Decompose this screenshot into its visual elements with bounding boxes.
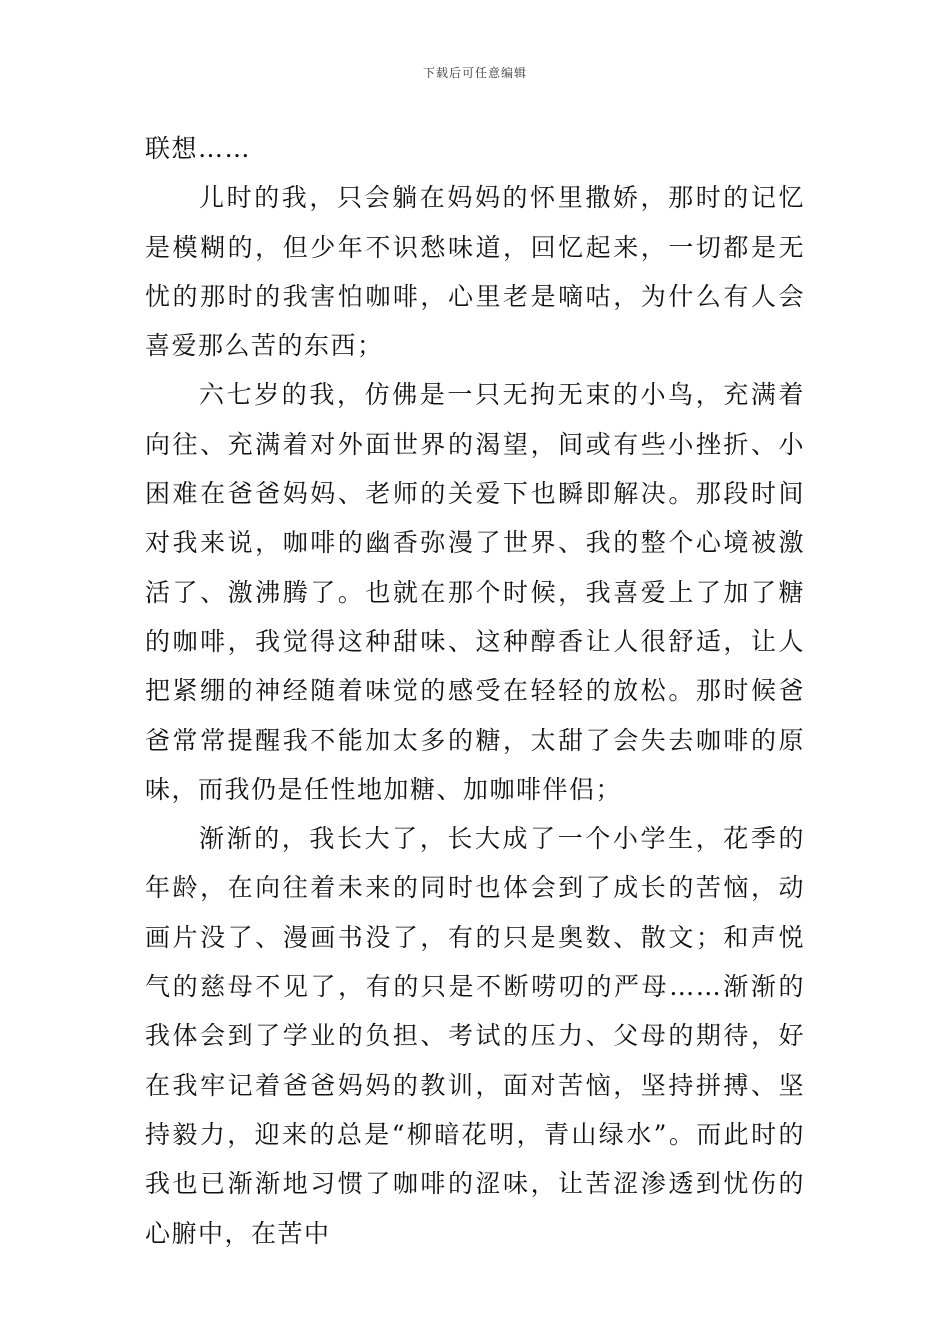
paragraph-3: 六七岁的我，仿佛是一只无拘无束的小鸟，充满着向往、充满着对外面世界的渴望，间或有些小挫折、小困难在爸爸妈妈、老师的关爱下也瞬即解决。那段时间对我来说，咖啡的幽香弥漫了世界、我的整个心境被激活了、激沸腾了。也就在那个时候，我喜爱上了加了糖的咖啡，我觉得这种甜味、这种醇香让人很舒适，让人把紧绷的神经随着味觉的感受在轻轻的放松。那时候爸爸常常提醒我不能加太多的糖，太甜了会失去咖啡的原味，而我仍是任性地加糖、加咖啡伴侣； (145, 380, 805, 804)
paragraph-2: 儿时的我，只会躺在妈妈的怀里撒娇，那时的记忆是模糊的，但少年不识愁味道，回忆起来，一切都是无忧的那时的我害怕咖啡，心里老是嘀咕，为什么有人会喜爱那么苦的东西； (145, 183, 805, 361)
paragraph-4: 渐渐的，我长大了，长大成了一个小学生，花季的年龄，在向往着未来的同时也体会到了成长的苦恼，动画片没了、漫画书没了，有的只是奥数、散文；和声悦气的慈母不见了，有的只是不断唠叨的严母……渐渐的我体会到了学业的负担、考试的压力、父母的期待，好在我牢记着爸爸妈妈的教训，面对苦恼，坚持拼搏、坚持毅力，迎来的总是“柳暗花明，青山绿水”。而此时的我也已渐渐地习惯了咖啡的涩味，让苦涩渗透到忧伤的心腑中，在苦中 (145, 824, 805, 1248)
header-note: 下载后可任意编辑 (422, 66, 527, 80)
paragraph-1: 联想…… (145, 134, 252, 163)
document-body (145, 124, 805, 1258)
